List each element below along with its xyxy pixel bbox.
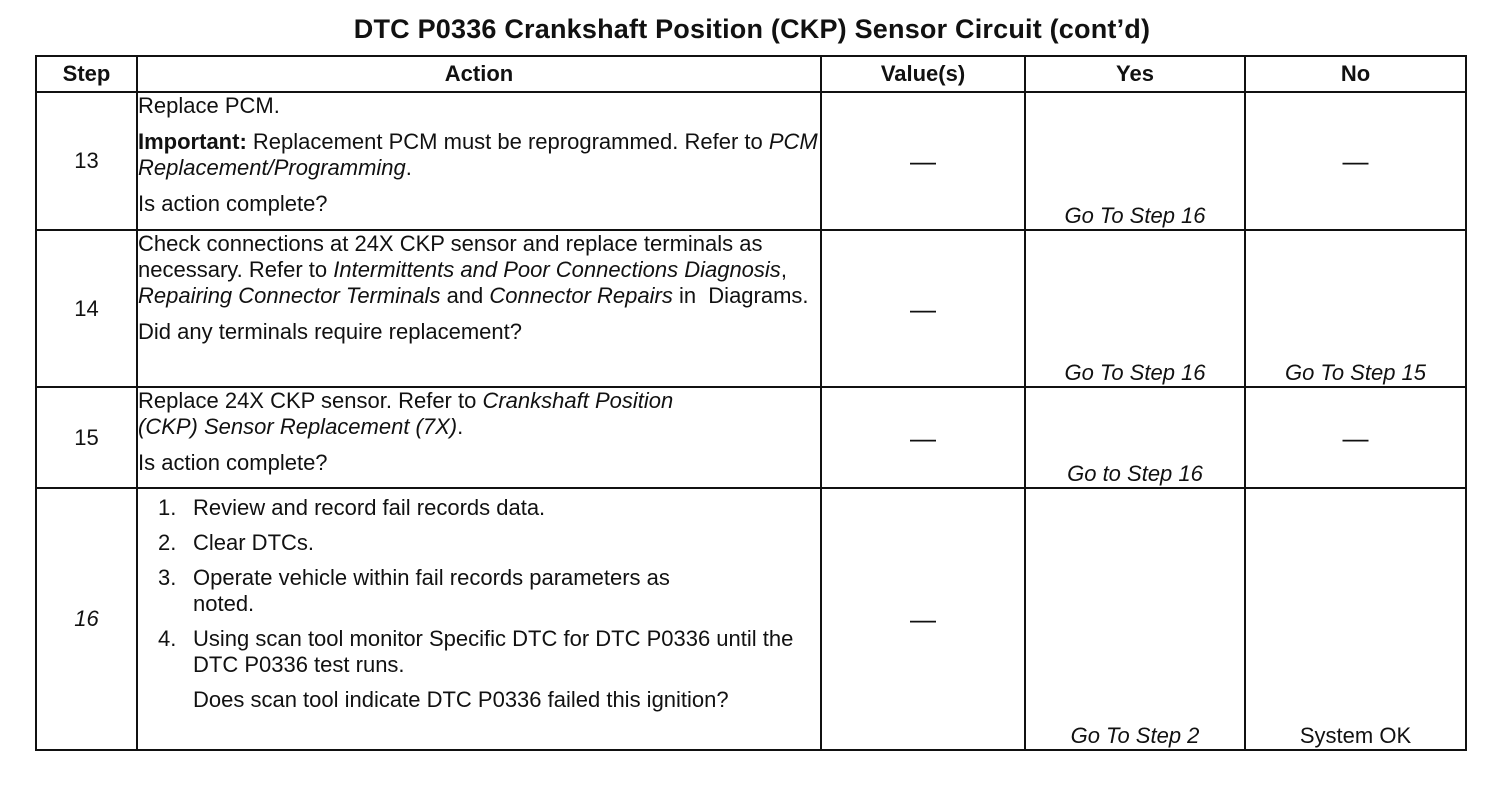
item-text: Review and record fail records data.: [193, 495, 546, 520]
table-row-step-13: [36, 92, 1466, 230]
diagnostic-table: [35, 55, 1467, 751]
punctuation: .: [405, 155, 412, 180]
action-text-part: ,: [780, 257, 787, 282]
item-number: 4.: [158, 626, 177, 651]
header-values: Value(s): [821, 56, 1025, 92]
action-line: Replace PCM.: [138, 93, 280, 118]
action-question: Did any terminals require replacement?: [138, 319, 522, 344]
action-question: Is action complete?: [138, 191, 328, 216]
action-text: [138, 231, 820, 309]
procedure-reference: Intermittents and Poor Connections Diagnosis: [333, 257, 781, 282]
action-text-part: Replace 24X CKP sensor. Refer to: [138, 388, 483, 413]
item-text: Operate vehicle within fail records parameters as noted.: [193, 565, 670, 616]
item-text: Using scan tool monitor Specific DTC for DTC P0336 until the DTC P0336 test runs.: [193, 626, 794, 677]
procedure-reference: Crankshaft Position (CKP) Sensor Replacement (7X): [138, 388, 674, 439]
yes-link[interactable]: Go To Step 2: [1025, 488, 1245, 750]
header-action: Action: [137, 56, 821, 92]
action-cell: [137, 387, 821, 488]
action-text-part: and: [440, 283, 490, 308]
yes-link[interactable]: Go to Step 16: [1025, 387, 1245, 488]
important-text: Replacement PCM must be reprogrammed. Refer to: [246, 129, 769, 154]
item-number: 1.: [158, 495, 177, 520]
header-no: No: [1245, 56, 1466, 92]
no-cell: —: [1245, 92, 1466, 230]
action-cell: [137, 488, 821, 750]
step-number: 14: [36, 230, 137, 387]
list-item: [138, 626, 820, 678]
step-number: 16: [36, 488, 137, 750]
list-item: [138, 565, 820, 617]
header-step: Step: [36, 56, 137, 92]
step-number: 15: [36, 387, 137, 488]
no-link[interactable]: Go To Step 15: [1245, 230, 1466, 387]
action-question: Is action complete?: [138, 450, 328, 475]
header-row: [36, 56, 1466, 92]
list-item: [138, 495, 820, 521]
procedure-reference: Connector Repairs: [489, 283, 673, 308]
important-note: [138, 129, 820, 181]
item-number: 3.: [158, 565, 177, 590]
no-cell: —: [1245, 387, 1466, 488]
action-text-part: Check connections at 24X CKP sensor and replace terminals as necessary. Refer to: [138, 231, 763, 282]
item-number: 2.: [158, 530, 177, 555]
value-cell: —: [821, 387, 1025, 488]
procedure-reference: Repairing Connector Terminals: [138, 283, 441, 308]
value-cell: —: [821, 488, 1025, 750]
yes-link[interactable]: Go To Step 16: [1025, 92, 1245, 230]
procedure-reference: PCM Replacement/Programming: [138, 129, 818, 180]
list-item: [138, 530, 820, 556]
value-cell: —: [821, 230, 1025, 387]
header-yes: Yes: [1025, 56, 1245, 92]
important-label: Important:: [138, 129, 247, 154]
item-text: Clear DTCs.: [193, 530, 315, 555]
step-number: 13: [36, 92, 137, 230]
procedure-list: [138, 495, 820, 678]
table-row-step-16: [36, 488, 1466, 750]
action-cell: [137, 230, 821, 387]
value-cell: —: [821, 92, 1025, 230]
no-result: System OK: [1245, 488, 1466, 750]
yes-link[interactable]: Go To Step 16: [1025, 230, 1245, 387]
action-text-part: in Diagrams.: [672, 283, 809, 308]
table-row-step-14: [36, 230, 1466, 387]
action-question: Does scan tool indicate DTC P0336 failed this ignition?: [193, 687, 729, 712]
action-text: [138, 388, 820, 440]
action-cell: [137, 92, 821, 230]
action-text-part: .: [457, 414, 464, 439]
page-title: DTC P0336 Crankshaft Position (CKP) Sensor Circuit (cont’d): [353, 14, 1151, 44]
table-row-step-15: [36, 387, 1466, 488]
